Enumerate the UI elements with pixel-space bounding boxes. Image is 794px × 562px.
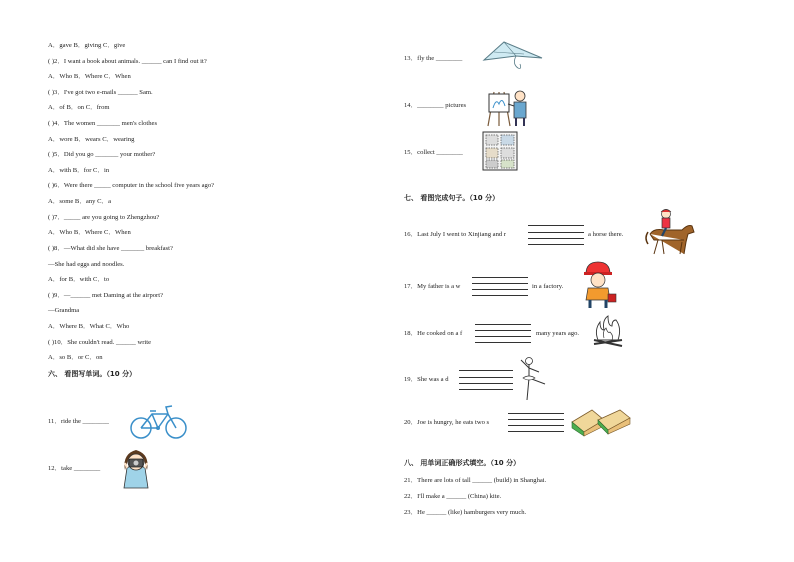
section-6-title: 六、 看图写单词。（10 分） <box>48 370 137 378</box>
q1-options: A．gave B．giving C．give <box>48 42 126 49</box>
q8-options: A．for B．with C．to <box>48 276 110 283</box>
q22-text: 22．I'll make a ______ (China) kite. <box>404 493 502 500</box>
q8-stem: ( )8．—What did she have _______ breakfast? <box>48 245 173 252</box>
q18-blank-line <box>475 330 531 331</box>
stamp-collection-icon <box>482 131 518 171</box>
q17-text-end: in a factory. <box>532 283 564 290</box>
q9-stem: ( )9．—______ met Daming at the airport? <box>48 292 163 299</box>
q8-dialogue: —She had eggs and noodles. <box>48 261 125 268</box>
bicycle-icon <box>128 402 190 442</box>
q10-stem: ( )10．She couldn't read. ______ write <box>48 339 152 346</box>
q17-blank-line <box>472 283 528 284</box>
q7-options: A．Who B．Where C．When <box>48 229 131 236</box>
section-7-title: 七、 看图完成句子。（10 分） <box>404 194 500 202</box>
q17-blank-line <box>472 289 528 290</box>
q2-stem: ( )2．I want a book about animals. ______ can I find out it? <box>48 58 207 65</box>
q16-blank-line <box>528 244 584 245</box>
q20-text: 20．Joe is hungry, he eats two s <box>404 419 490 426</box>
q16-blank-line <box>528 232 584 233</box>
ballet-dancer-icon <box>515 354 551 404</box>
q4-options: A．wore B．wears C．wearing <box>48 136 135 143</box>
q21-text: 21．There are lots of tall ______ (build) in Shanghai. <box>404 477 547 484</box>
q6-stem: ( )6．Were there _____ computer in the school five years ago? <box>48 182 215 189</box>
girl-taking-photo-icon <box>116 446 156 490</box>
q20-blank-line <box>508 419 564 420</box>
q4-stem: ( )4．The women _______ men's clothes <box>48 120 158 127</box>
q6-options: A．some B．any C．a <box>48 198 112 205</box>
q10-options: A．so B．or C．on <box>48 354 103 361</box>
q20-blank-line <box>508 425 564 426</box>
q19-blank-line <box>459 383 513 384</box>
q23-text: 23．He ______ (like) hamburgers very much. <box>404 509 527 516</box>
q5-options: A．with B．for C．in <box>48 167 110 174</box>
q3-options: A．of B．on C．from <box>48 104 110 111</box>
q9-options: A．Where B．What C．Who <box>48 323 130 330</box>
q14-text: 14．________ pictures <box>404 102 467 109</box>
kite-icon <box>482 40 544 72</box>
q7-stem: ( )7．_____ are you going to Zhengzhou? <box>48 214 160 221</box>
horse-rider-icon <box>644 208 698 258</box>
q15-text: 15．collect ________ <box>404 149 463 156</box>
q17-blank-line <box>472 295 528 296</box>
q12-text: 12．take ________ <box>48 465 101 472</box>
painter-easel-icon <box>484 86 532 128</box>
q19-blank-line <box>459 370 513 371</box>
q11-text: 11．ride the ________ <box>48 418 109 425</box>
factory-worker-icon <box>580 260 618 310</box>
q2-options: A．Who B．Where C．When <box>48 73 131 80</box>
q18-text: 18．He cooked on a f <box>404 330 463 337</box>
q17-blank-line <box>472 277 528 278</box>
q17-text: 17．My father is a w <box>404 283 461 290</box>
sandwich-icon <box>570 406 632 438</box>
q19-blank-line <box>459 389 513 390</box>
q18-blank-line <box>475 336 531 337</box>
q5-stem: ( )5．Did you go _______ your mother? <box>48 151 156 158</box>
q16-text-end: a horse there. <box>588 231 624 238</box>
q18-blank-line <box>475 324 531 325</box>
q19-text: 19．She was a d <box>404 376 449 383</box>
q18-blank-line <box>475 342 531 343</box>
section-8-title: 八、 用单词正确形式填空。（10 分） <box>404 459 521 467</box>
q16-text: 16．Last July I went to Xinjiang and r <box>404 231 507 238</box>
q20-blank-line <box>508 413 564 414</box>
q19-blank-line <box>459 377 513 378</box>
q9-dialogue: —Grandma <box>48 307 80 314</box>
campfire-icon <box>590 314 626 350</box>
q13-text: 13．fly the ________ <box>404 55 463 62</box>
q16-blank-line <box>528 225 584 226</box>
q3-stem: ( )3．I've got two e-mails ______ Sam. <box>48 89 153 96</box>
q20-blank-line <box>508 431 564 432</box>
q18-text-end: many years ago. <box>536 330 580 337</box>
q16-blank-line <box>528 238 584 239</box>
